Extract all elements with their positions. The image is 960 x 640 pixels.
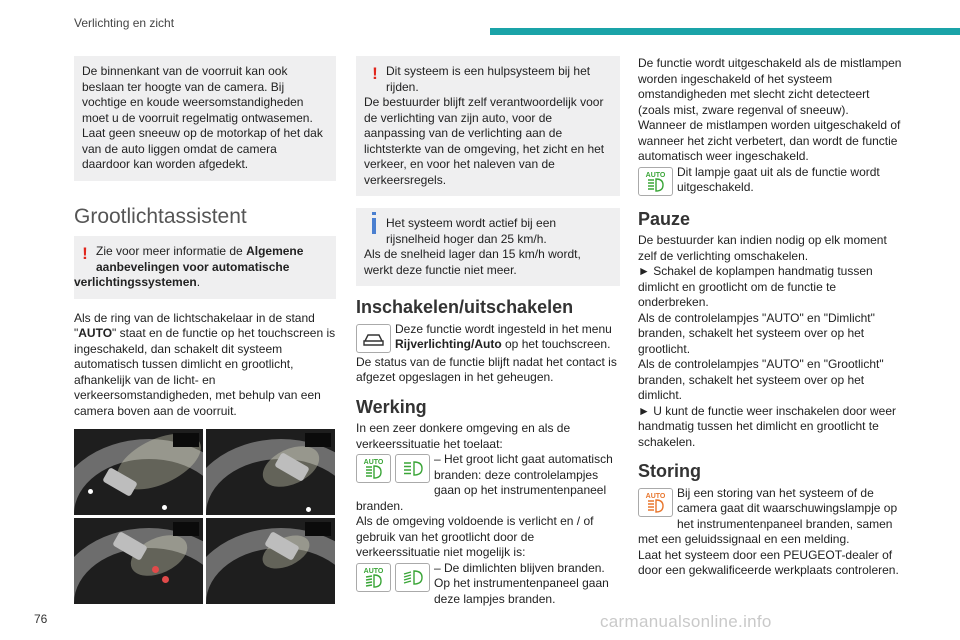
column-1 — [74, 56, 336, 604]
fog-disable-text: De functie wordt uitgeschakeld als de mistlampen worden ingeschakeld of het systeem omstandigheden met slecht zicht detecteert (zoals mist, zware regenval of sneeuw). — [638, 56, 902, 117]
car-settings-icon — [356, 324, 391, 353]
page-number: 76 — [34, 612, 48, 626]
assist-warning-detail: De bestuurder blijft zelf verantwoordelijk voor de verlichting van zijn auto, voor de aanpassing van de verlichting aan de lichtsterkte van de omgeving, het zicht en het verkeer, en voor het naleven van de verkeersregels. — [364, 95, 605, 187]
header-accent-bar — [490, 28, 960, 35]
werking-intro: In een zeer donkere omgeving en als de verkeerssituatie het toelaat: — [356, 421, 571, 451]
watermark: carmanualsonline.info — [600, 612, 772, 631]
illustration-vehicle-ahead — [74, 518, 203, 604]
camera-note-text-2: Laat geen sneeuw op de motorkap of het dak van de auto liggen omdat de camera daardoor kan worden afgedekt. — [82, 126, 323, 171]
illustration-dipped-beam — [206, 518, 335, 604]
indicator-miniature — [305, 433, 331, 447]
indicator-miniature — [173, 433, 199, 447]
pauze-text-2: ► Schakel de koplampen handmatig tussen dimlicht en grootlicht om de functie te onderbreken. — [638, 264, 873, 309]
fog-enable-text: Wanneer de mistlampen worden uitgeschakeld of wanneer het zicht verbetert, dan wordt de functie automatisch weer ingeschakeld. — [638, 118, 901, 163]
speed-info-text: Het systeem wordt actief bij een rijsnelheid hoger dan 25 km/h. — [386, 216, 557, 246]
warning-link: Algemene aanbevelingen voor automatische verlichtingssystemen — [74, 244, 304, 289]
werking-condition-text: Als de omgeving voldoende is verlicht en / of gebruik van het grootlicht door de verkeerssituatie niet mogelijk is: — [356, 514, 594, 559]
illustration-oncoming-car — [206, 429, 335, 515]
highbeam-blue-icon — [395, 454, 430, 483]
auto-fault-orange-icon — [638, 488, 673, 517]
camera-note-text: De binnenkant van de voorruit kan ook beslaan ter hoogte van de camera. Bij vochtige en koude weersomstandigheden moet u de voorruit regelmatig ontwasemen. — [82, 64, 313, 125]
svg-text:AUTO: AUTO — [363, 567, 384, 575]
indicator-miniature — [173, 522, 199, 536]
menu-path: Rijverlichting/Auto — [395, 337, 502, 351]
speed-info-box — [356, 208, 620, 286]
pauze-text-1: De bestuurder kan indien nodig op elk moment zelf de verlichting omschakelen. — [638, 233, 887, 263]
warning-end: . — [196, 275, 201, 289]
column-3 — [638, 56, 902, 579]
intro-paragraph: Als de ring van de lichtschakelaar in de stand "AUTO" staat en de functie op het touchscreen is ingeschakeld, dan schakelt dit systeem automatisch tussen dimlicht en grootlicht, afhankelijk van de licht- en verkeersomstandigheden, met behulp van een camera boven aan de voorruit. — [74, 310, 336, 418]
assist-warning-text: Dit systeem is een hulpsysteem bij het rijden. — [386, 64, 591, 94]
section-heading-pauze: Pauze — [638, 208, 691, 229]
dipped-beam-green-icon — [395, 563, 430, 592]
enable-memory-text: De status van de functie blijft nadat het contact is afgezet opgeslagen in het geheugen. — [356, 354, 617, 384]
warning-exclamation-icon: ! — [82, 244, 88, 263]
warning-box — [74, 236, 336, 299]
column-2: ! Dit systeem is een hulpsysteem bij het rijden. De bestuurder blijft zelf verantwoordelijk voor de verlichting van zijn auto, voor de aanpassing van de verlichting aan de lichtsterkte van de omgeving, het zicht en het verkeer, en voor het naleven van de verkeersregels. Het systeem wordt actief bij een rijsnelheid hoger dan 25 km/h. Als de snelheid lager dan 15 km/h wordt, werkt deze functie niet meer. Inschakelen/uitschakelen Deze functie wordt ingesteld in het menu Rijverlichting/Auto op het touchscreen. De status van de functie blijft nadat het contact is afgezet opgeslagen in het geheugen. Werking In een zeer donkere omgeving en als de verkeerssituatie het toelaat: AUTO – Het groot licht gaat automatisch branden: deze controlelampjes gaan op het instrumentenpaneel branden. Als de omgeving voldoende is verlicht en / of gebruik van het grootlicht door de verkeerssituatie niet mogelijk is: AUTO – De dimlichten blijven branden. Op het instrumentenpaneel gaan deze lampjes branden. — [356, 56, 620, 607]
svg-text:AUTO: AUTO — [363, 459, 384, 466]
auto-label: AUTO — [78, 326, 113, 340]
section-heading-grootlichtassistent: Grootlichtassistent — [74, 204, 247, 228]
auto-highbeam-green-icon — [356, 454, 391, 483]
section-heading-werking: Werking — [356, 396, 427, 417]
indicator-miniature — [305, 522, 331, 536]
storing-text-2: Laat het systeem door een PEUGEOT-dealer of door een gekwalificeerde werkplaats controleren. — [638, 547, 899, 577]
pauze-text-4: Als de controlelampjes "AUTO" en "Grootlicht" branden, schakelt het systeem over op het dimlicht. — [638, 357, 884, 402]
warning-text: Zie voor meer informatie de — [96, 244, 247, 258]
werking-highbeam-text: – Het groot licht gaat automatisch branden: deze controlelampjes gaan op het instrumentenpaneel branden. — [356, 452, 613, 513]
assist-warning-box — [356, 56, 620, 196]
auto-lamp-green-icon — [638, 167, 673, 196]
info-icon — [364, 216, 386, 234]
chapter-title: Verlichting en zicht — [74, 16, 175, 30]
lamp-off-text: Dit lampje gaat uit als de functie wordt uitgeschakeld. — [677, 164, 880, 194]
werking-dipped-text: – De dimlichten blijven branden. Op het instrumentenpaneel gaan deze lampjes branden. — [434, 560, 609, 606]
svg-text:AUTO: AUTO — [645, 492, 666, 500]
pauze-text-3: Als de controlelampjes "AUTO" en "Dimlicht" branden, schakelt het systeem over op het grootlicht. — [638, 310, 875, 356]
storing-text-1: Bij een storing van het systeem of de camera gaat dit waarschuwingslampje op het instrumentenpaneel branden, samen met een geluidssignaal en een melding. — [638, 485, 898, 546]
svg-text:AUTO: AUTO — [645, 171, 666, 179]
section-heading-storing: Storing — [638, 461, 701, 481]
camera-note-box — [74, 56, 336, 181]
illustration-high-beam-road — [74, 429, 203, 515]
pauze-text-5: ► U kunt de functie weer inschakelen door weer handmatig tussen het dimlicht en grootlicht te schakelen. — [638, 403, 897, 449]
auto-dipped-green-icon — [356, 563, 391, 592]
speed-info-detail: Als de snelheid lager dan 15 km/h wordt, werkt deze functie niet meer. — [364, 247, 581, 277]
illustration-grid — [74, 429, 336, 604]
section-heading-inschakelen: Inschakelen/uitschakelen — [356, 297, 574, 317]
warning-exclamation-icon: ! — [372, 64, 378, 83]
